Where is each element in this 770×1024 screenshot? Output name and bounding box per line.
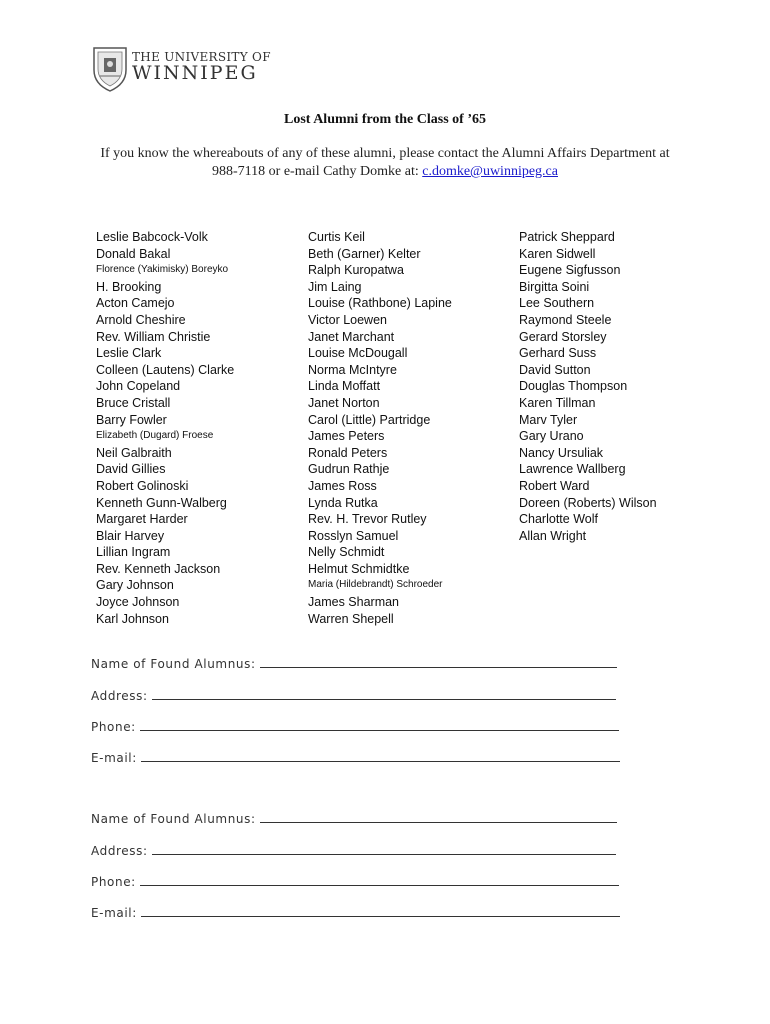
email-line[interactable] [141, 749, 620, 762]
alumni-name: Colleen (Lautens) Clarke [96, 362, 235, 377]
alumni-email-link[interactable]: c.domke@uwinnipeg.ca [422, 164, 558, 179]
alumni-column-3 [519, 229, 657, 544]
found-alumnus-name-field-2[interactable] [91, 810, 617, 826]
alumni-name: Donald Bakal [96, 246, 171, 261]
email-label: E-mail: [91, 906, 137, 920]
alumni-name: Louise McDougall [308, 346, 408, 361]
alumni-name: Lee Southern [519, 296, 595, 311]
alumni-name: Warren Shepell [308, 611, 394, 626]
intro-paragraph [100, 145, 670, 181]
alumni-name: Lillian Ingram [96, 545, 171, 560]
alumni-name: Karen Sidwell [519, 246, 596, 261]
email-field-1[interactable] [91, 749, 620, 765]
alumni-name: Florence (Yakimisky) Boreyko [96, 264, 229, 276]
alumni-name: Karen Tillman [519, 395, 596, 410]
name-line[interactable] [260, 655, 617, 668]
alumni-column-1 [96, 229, 234, 627]
alumni-name: Doreen (Roberts) Wilson [519, 495, 657, 510]
alumni-name: Norma McIntyre [308, 362, 397, 377]
phone-label: Phone: [91, 875, 136, 889]
alumni-name: Rev. H. Trevor Rutley [308, 512, 427, 527]
alumni-name: Allan Wright [519, 528, 587, 543]
alumni-name: Eugene Sigfusson [519, 263, 621, 278]
alumni-name: John Copeland [96, 379, 181, 394]
logo-text-line2: WINNIPEG [132, 62, 258, 84]
alumni-name: Gary Johnson [96, 578, 174, 593]
alumni-name: Charlotte Wolf [519, 512, 598, 527]
name-line[interactable] [260, 810, 617, 823]
alumni-name: Rev. Kenneth Jackson [96, 561, 221, 576]
name-label: Name of Found Alumnus: [91, 812, 256, 826]
intro-text: If you know the whereabouts of any of these alumni, please contact the Alumni Affairs Department at 988-7118 or e-mail Cathy Domke at: [100, 146, 670, 179]
alumni-name: Lynda Rutka [308, 495, 378, 510]
alumni-name: Nancy Ursuliak [519, 445, 604, 460]
page-title: Lost Alumni from the Class of ’65 [284, 112, 486, 127]
alumni-name: Linda Moffatt [308, 379, 381, 394]
alumni-name: Carol (Little) Partridge [308, 412, 431, 427]
alumni-name: Arnold Cheshire [96, 312, 186, 327]
alumni-name: Kenneth Gunn-Walberg [96, 495, 227, 510]
address-field-2[interactable] [91, 842, 616, 858]
alumni-name: Maria (Hildebrandt) Schroeder [308, 579, 443, 591]
alumni-name: Gerard Storsley [519, 329, 607, 344]
alumni-name: Robert Ward [519, 478, 590, 493]
logo-text-line1: THE UNIVERSITY OF [132, 50, 271, 64]
phone-field-2[interactable] [91, 873, 619, 889]
university-logo [90, 44, 271, 94]
alumni-name: Gerhard Suss [519, 346, 597, 361]
alumni-name: Helmut Schmidtke [308, 561, 410, 576]
alumni-name: Curtis Keil [308, 230, 365, 244]
alumni-name: Gudrun Rathje [308, 462, 390, 477]
address-line[interactable] [152, 842, 616, 855]
alumni-name: Ronald Peters [308, 445, 388, 460]
alumni-name: Beth (Garner) Kelter [308, 246, 421, 261]
alumni-name: Nelly Schmidt [308, 545, 385, 560]
alumni-name: Jim Laing [308, 279, 362, 294]
alumni-name: Birgitta Soini [519, 279, 590, 294]
alumni-name: H. Brooking [96, 279, 162, 294]
alumni-name: Leslie Clark [96, 346, 162, 361]
found-alumnus-name-field-1[interactable] [91, 655, 617, 671]
alumni-name: Douglas Thompson [519, 379, 628, 394]
phone-line[interactable] [140, 873, 619, 886]
alumni-name: Margaret Harder [96, 512, 188, 527]
email-field-2[interactable] [91, 904, 620, 920]
address-label: Address: [91, 689, 148, 703]
alumni-name: Gary Urano [519, 429, 584, 444]
alumni-name: Blair Harvey [96, 528, 165, 543]
alumni-column-2 [308, 229, 452, 627]
email-label: E-mail: [91, 751, 137, 765]
alumni-name: Rosslyn Samuel [308, 528, 399, 543]
alumni-name: Marv Tyler [519, 412, 578, 427]
alumni-name: Raymond Steele [519, 312, 612, 327]
alumni-name: Barry Fowler [96, 412, 167, 427]
alumni-name: Acton Camejo [96, 296, 175, 311]
alumni-name: David Gillies [96, 462, 166, 477]
alumni-name: James Ross [308, 478, 377, 493]
address-line[interactable] [152, 687, 616, 700]
alumni-name: Ralph Kuropatwa [308, 263, 404, 278]
phone-line[interactable] [140, 718, 619, 731]
address-field-1[interactable] [91, 687, 616, 703]
alumni-name: Joyce Johnson [96, 595, 180, 610]
alumni-name: Elizabeth (Dugard) Froese [96, 430, 214, 442]
address-label: Address: [91, 844, 148, 858]
phone-label: Phone: [91, 720, 136, 734]
alumni-name: Neil Galbraith [96, 445, 172, 460]
alumni-name: Janet Marchant [308, 329, 395, 344]
alumni-name: Patrick Sheppard [519, 230, 615, 244]
alumni-name: Lawrence Wallberg [519, 462, 626, 477]
alumni-name: James Sharman [308, 595, 400, 610]
crest-icon [90, 44, 130, 94]
phone-field-1[interactable] [91, 718, 619, 734]
alumni-name: James Peters [308, 429, 385, 444]
email-line[interactable] [141, 904, 620, 917]
alumni-name: Bruce Cristall [96, 395, 171, 410]
alumni-name: Rev. William Christie [96, 329, 211, 344]
name-label: Name of Found Alumnus: [91, 657, 256, 671]
alumni-name: Victor Loewen [308, 312, 387, 327]
alumni-name: Louise (Rathbone) Lapine [308, 296, 452, 311]
alumni-name: Karl Johnson [96, 611, 169, 626]
alumni-name: David Sutton [519, 362, 591, 377]
alumni-name: Leslie Babcock-Volk [96, 230, 208, 244]
alumni-name: Robert Golinoski [96, 478, 189, 493]
alumni-name: Janet Norton [308, 395, 380, 410]
